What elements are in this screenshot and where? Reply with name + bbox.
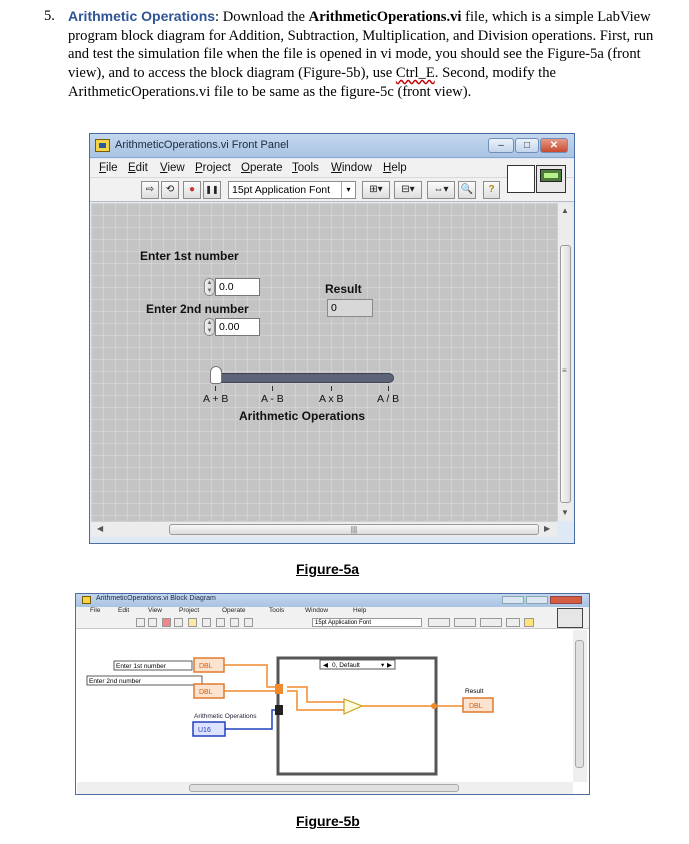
horizontal-scroll-thumb[interactable]: ||| (169, 524, 539, 535)
output-tunnel (431, 703, 437, 709)
search-icon[interactable]: 🔍 (458, 181, 476, 199)
second-number-increment[interactable]: ▲ ▼ (204, 318, 215, 336)
highlight-execution-icon[interactable] (188, 618, 197, 627)
maximize-button[interactable]: □ (515, 138, 539, 153)
vi-icon (507, 165, 535, 193)
menu-operate[interactable]: Operate (241, 162, 283, 174)
slider-tick (388, 386, 389, 391)
result-label: Result (325, 282, 362, 296)
second-number-label: Enter 2nd number (146, 302, 249, 316)
selector-tunnel (275, 705, 283, 715)
terminal-label-1: Enter 1st number (116, 663, 166, 670)
operation-slider-track[interactable] (214, 373, 394, 383)
block-diagram-title: ArithmeticOperations.vi Block Diagram (96, 595, 216, 602)
first-number-label: Enter 1st number (140, 249, 239, 263)
case-selector-left-arrow[interactable]: ◀ (323, 662, 328, 669)
step-over-icon[interactable] (230, 618, 239, 627)
run-arrow-icon[interactable] (136, 618, 145, 627)
pause-icon[interactable] (174, 618, 183, 627)
case-selector-value: 0, Default (332, 662, 360, 669)
operation-slider-thumb[interactable] (210, 366, 222, 384)
search-icon[interactable] (506, 618, 520, 627)
block-diagram-window (75, 593, 590, 795)
pause-icon[interactable]: ❚❚ (203, 181, 221, 199)
wire-b[interactable] (287, 691, 344, 710)
block-diagram-svg (77, 630, 573, 782)
minimize-button[interactable]: – (488, 138, 514, 153)
block-diagram-toolbar (76, 617, 589, 629)
terminal-type-result: DBL (469, 703, 483, 710)
vertical-scroll-thumb[interactable] (575, 640, 584, 768)
slider-tick (272, 386, 273, 391)
title-colon: : (215, 9, 220, 25)
instruction-text-1: Download the (219, 9, 309, 25)
abort-icon[interactable]: ● (183, 181, 201, 199)
labview-app-icon (95, 139, 110, 152)
case-structure[interactable] (278, 658, 436, 774)
input-tunnel (275, 684, 283, 694)
distribute-objects-icon[interactable] (454, 618, 476, 627)
block-diagram-title-bar[interactable] (76, 594, 589, 607)
scroll-up-icon[interactable]: ▲ (561, 206, 569, 215)
section-title: Arithmetic Operations (68, 8, 216, 24)
menu-tools[interactable]: Tools (292, 162, 319, 174)
retain-wire-values-icon[interactable] (202, 618, 211, 627)
run-continuously-icon[interactable]: ⟲ (161, 181, 179, 199)
menu-window[interactable]: Window (305, 607, 329, 614)
tick-label-subtract: A - B (261, 393, 284, 405)
vi-icon (557, 608, 583, 628)
menu-edit[interactable]: Edit (128, 162, 148, 174)
distribute-objects-icon[interactable]: ⊟▾ (394, 181, 422, 199)
run-continuously-icon[interactable] (148, 618, 157, 627)
menu-window[interactable]: Window (331, 162, 372, 174)
abort-icon[interactable] (162, 618, 171, 627)
front-panel-window (89, 133, 575, 544)
menu-help[interactable]: Help (383, 162, 407, 174)
case-selector-dropdown[interactable]: ▾ (381, 662, 385, 669)
second-number-field[interactable]: 0.00 (215, 318, 260, 336)
menu-file[interactable]: File (90, 607, 101, 614)
tick-label-add: A + B (203, 393, 229, 405)
horizontal-scrollbar[interactable] (77, 782, 573, 794)
instruction-text-2: file, which is a simple LabView program block diagram for Addition, Subtraction, Multiplication, and Division operations. First, run and test the simulation file when the file is opened in vi mode, you should see the Figure-5a (front view), and to access the block diagram (Figure-5b), use (68, 9, 654, 82)
tick-label-multiply: A x B (319, 393, 344, 405)
title-bar[interactable] (90, 134, 574, 158)
result-indicator: 0 (327, 299, 373, 317)
align-objects-icon[interactable] (428, 618, 450, 627)
terminal-label-2: Enter 2nd number (89, 678, 142, 685)
first-number-field[interactable]: 0.0 (215, 278, 260, 296)
slider-label: Arithmetic Operations (239, 409, 366, 423)
menu-help[interactable]: Help (353, 607, 367, 614)
resize-objects-icon[interactable]: ⇔▾ (427, 181, 455, 199)
scroll-down-icon[interactable]: ▼ (561, 508, 569, 517)
menu-view[interactable]: View (160, 162, 185, 174)
maximize-button[interactable] (526, 596, 548, 604)
case-selector-right-arrow[interactable]: ▶ (387, 662, 392, 669)
filename: ArithmeticOperations.vi (308, 9, 462, 25)
minimize-button[interactable] (502, 596, 524, 604)
step-into-icon[interactable] (216, 618, 225, 627)
menu-tools[interactable]: Tools (269, 607, 285, 614)
align-objects-icon[interactable]: ⊞▾ (362, 181, 390, 199)
block-diagram-canvas (77, 630, 573, 782)
vertical-scrollbar[interactable] (557, 203, 573, 521)
slider-tick (331, 386, 332, 391)
window-title: ArithmeticOperations.vi Front Panel (115, 139, 289, 151)
slider-tick (215, 386, 216, 391)
first-number-increment[interactable]: ▲ ▼ (204, 278, 215, 296)
scroll-left-icon[interactable]: ◀ (97, 524, 104, 533)
tick-label-divide: A / B (377, 393, 400, 405)
menu-file[interactable]: File (99, 162, 118, 174)
help-icon[interactable]: ? (483, 181, 500, 199)
figure-5b-caption: Figure-5b (296, 813, 360, 829)
instruction-text-3: . Second, modify the ArithmeticOperations.vi file to be same as the figure-5c (front view). (68, 65, 556, 100)
labview-app-icon (82, 596, 91, 604)
terminal-type-3: U16 (198, 727, 211, 734)
wire-a[interactable] (287, 687, 344, 702)
terminal-label-3: Arithmetic Operations (194, 713, 257, 720)
block-diagram-menu-bar (76, 607, 589, 617)
menu-project[interactable]: Project (195, 162, 231, 174)
help-icon[interactable] (524, 618, 534, 627)
resize-objects-icon[interactable] (480, 618, 502, 627)
close-button[interactable]: ✕ (540, 138, 568, 153)
horizontal-scroll-thumb[interactable] (189, 784, 459, 792)
terminal-type-1: DBL (199, 663, 213, 670)
menu-view[interactable]: View (148, 607, 162, 614)
step-out-icon[interactable] (244, 618, 253, 627)
menu-edit[interactable]: Edit (118, 607, 130, 614)
shortcut-text: Ctrl_E (395, 65, 435, 82)
font-selector[interactable]: 15pt Application Font (312, 618, 422, 627)
front-panel-canvas (91, 203, 557, 521)
connector-pane-icon (536, 165, 566, 193)
terminal-label-result: Result (465, 688, 484, 695)
menu-project[interactable]: Project (179, 607, 200, 614)
horizontal-scrollbar[interactable] (91, 521, 557, 537)
scroll-right-icon[interactable]: ▶ (544, 524, 551, 533)
figure-5a-caption: Figure-5a (296, 561, 360, 577)
vertical-scrollbar[interactable] (573, 630, 587, 782)
item-number: 5. (44, 8, 55, 24)
run-arrow-icon[interactable]: ⇨ (141, 181, 159, 199)
toolbar (90, 178, 574, 202)
instruction-body (68, 7, 658, 102)
terminal-type-2: DBL (199, 689, 213, 696)
font-selector[interactable] (228, 181, 356, 199)
menu-operate[interactable]: Operate (222, 607, 246, 614)
vertical-scroll-thumb[interactable]: ≡ (560, 245, 571, 503)
add-node-icon[interactable] (344, 699, 362, 714)
menu-bar (90, 159, 574, 178)
close-button[interactable] (550, 596, 582, 604)
chevron-down-icon: ▾ (341, 182, 355, 198)
font-selector-value: 15pt Application Font (232, 184, 331, 196)
wire-first[interactable] (224, 665, 282, 687)
